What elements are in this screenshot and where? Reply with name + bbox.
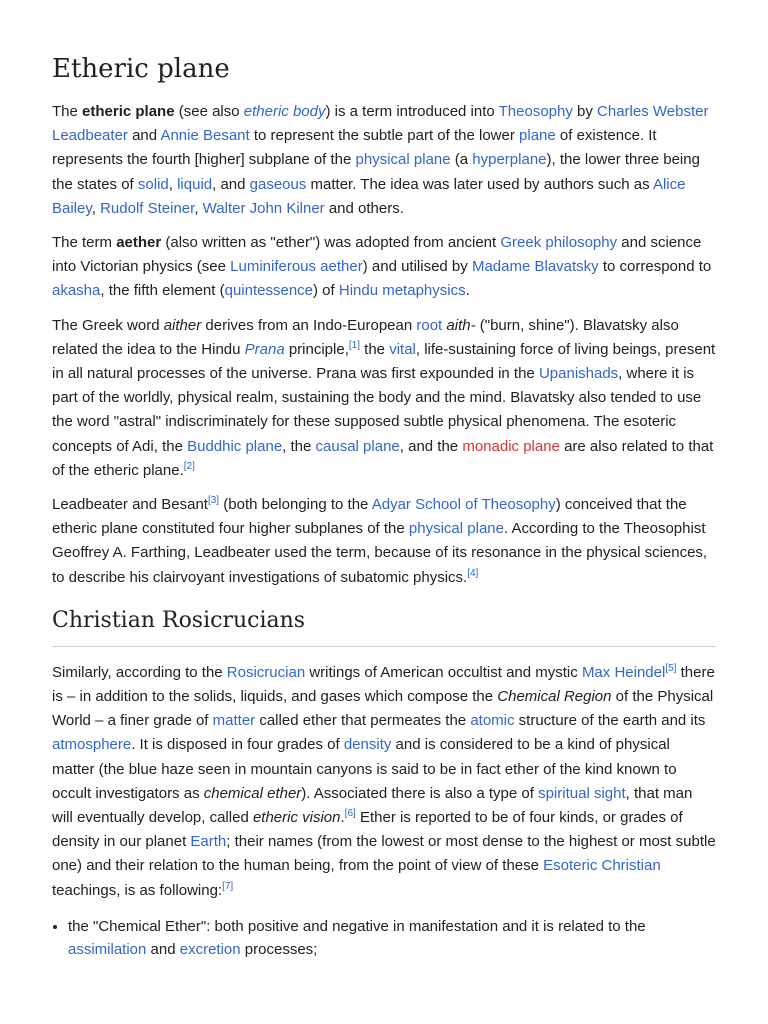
link-madame-blavatsky[interactable]: Madame Blavatsky <box>471 258 599 276</box>
paragraph-intro <box>52 100 716 221</box>
text-run: ) conceived that the etheric plane constituted four higher subplanes of the <box>52 496 687 538</box>
link-charles-webster-leadbeater[interactable]: Charles Webster Leadbeater <box>52 103 709 145</box>
paragraph-greek-word <box>52 314 716 483</box>
link-earth[interactable]: Earth <box>190 833 227 851</box>
italic-text: etheric vision <box>252 809 341 827</box>
section-heading-christian-rosicrucians: Christian Rosicrucians <box>52 606 716 647</box>
link-walter-john-kilner[interactable]: Walter John Kilner <box>202 199 325 217</box>
paragraph-leadbeater-besant <box>52 493 716 590</box>
text-run: and others. <box>324 199 404 217</box>
text-run: called ether that permeates the <box>255 712 471 730</box>
text-run: , <box>168 175 178 193</box>
link-upanishads[interactable]: Upanishads <box>538 365 619 383</box>
link-annie-besant[interactable]: Annie Besant <box>160 127 250 145</box>
ether-list <box>52 915 716 961</box>
text-run: writings of American occultist and mystic <box>305 663 582 681</box>
text-run: of the Physical World – a finer grade of <box>52 688 714 730</box>
text-run: . According to the Theosophist Geoffrey A. Farthing, Leadbeater used the term, because of its resonance in the physical sciences, to describe his clairvoyant investigations of subatomic physics. <box>52 520 708 586</box>
text-run: . <box>465 282 470 300</box>
link-monadic-plane[interactable]: monadic plane <box>462 437 560 455</box>
link-etheric-body[interactable]: etheric body <box>243 103 326 120</box>
link-density[interactable]: density <box>343 736 392 754</box>
text-run: processes; <box>240 940 318 958</box>
text-run: , and the <box>399 437 463 455</box>
link-luminiferous-aether[interactable]: Luminiferous aether <box>230 258 363 276</box>
italic-text: chemical ether <box>203 784 302 802</box>
text-run: The Greek word <box>52 316 164 334</box>
link-esoteric-christian[interactable]: Esoteric Christian <box>543 857 661 875</box>
italic-text: aither <box>163 316 202 334</box>
text-run: , <box>194 199 203 217</box>
text-run: , the <box>282 437 316 455</box>
text-run: ("burn, shine"). Blavatsky also related the idea to the Hindu <box>52 316 679 358</box>
text-run: ) is a term introduced into <box>325 103 499 120</box>
link-vital[interactable]: vital <box>389 340 416 358</box>
link-max-heindel[interactable]: Max Heindel <box>581 663 666 681</box>
link-alice-bailey[interactable]: Alice Bailey <box>52 175 686 217</box>
text-run: there is – in addition to the solids, liquids, and gases which compose the <box>52 663 715 706</box>
text-run: Leadbeater and Besant <box>52 496 208 514</box>
link-adyar-school-of-theosophy[interactable]: Adyar School of Theosophy <box>371 496 556 514</box>
text-run: (both belonging to the <box>219 496 372 514</box>
paragraph-rosicrucian <box>52 661 716 903</box>
citation-link[interactable]: [4] <box>467 567 479 579</box>
text-run: the "Chemical Ether": both positive and negative in manifestation and it is related to the <box>68 917 646 935</box>
text-run: and <box>127 127 161 145</box>
citation-link[interactable]: [5] <box>665 662 677 674</box>
text-run: to represent the subtle part of the lower <box>249 127 520 145</box>
link-root[interactable]: root <box>416 316 443 334</box>
link-matter[interactable]: matter <box>212 712 256 730</box>
link-hyperplane[interactable]: hyperplane <box>472 151 547 169</box>
bold-term: etheric plane <box>82 103 175 120</box>
paragraph-aether <box>52 231 716 304</box>
link-quintessence[interactable]: quintessence <box>224 282 314 300</box>
link-solid[interactable]: solid <box>137 175 169 193</box>
link-physical-plane[interactable]: physical plane <box>408 520 504 538</box>
citation-link[interactable]: [7] <box>222 880 234 892</box>
text-run: Ether is reported to be of four kinds, or grades of density in our planet <box>52 809 683 851</box>
link-liquid[interactable]: liquid <box>177 175 213 193</box>
link-rudolf-steiner[interactable]: Rudolf Steiner <box>100 199 195 217</box>
citation-link[interactable]: [2] <box>183 460 195 472</box>
text-run: and is considered to be a kind of physical matter (the blue haze seen in mountain canyons is said to be in fact ether of the kind known to occult investigators as <box>52 736 677 802</box>
text-run: by <box>572 103 598 120</box>
text-run: of existence. It represents the fourth [higher] subplane of the <box>52 127 657 169</box>
text-run: Similarly, according to the <box>52 663 227 681</box>
text-run: . It is disposed in four grades of <box>131 736 344 754</box>
link-causal-plane[interactable]: causal plane <box>315 437 400 455</box>
link-plane[interactable]: plane <box>519 127 556 145</box>
text-run: principle, <box>284 340 349 358</box>
citation-link[interactable]: [3] <box>207 495 220 507</box>
text-run: ) and utilised by <box>362 258 472 276</box>
text-run: , and <box>212 175 250 193</box>
italic-text: aith- <box>446 316 476 334</box>
text-run: , where it is part of the worldly, physical realm, sustaining the body and the mind. Blavatsky also tended to use the word "astral" indiscriminately for these supposed subtle physical phenomena. The esoteric concepts of Adi, the <box>52 365 702 455</box>
link-assimilation[interactable]: assimilation <box>68 940 147 958</box>
text-run: The term <box>52 234 117 252</box>
text-run: and science into Victorian physics (see <box>52 234 702 276</box>
link-excretion[interactable]: excretion <box>179 940 241 958</box>
text-run: derives from an Indo-European <box>201 316 417 334</box>
text-run: structure of the earth and its <box>514 712 706 730</box>
text-run: (also written as "ether") was adopted from ancient <box>161 234 501 252</box>
text-run: are also related to that of the etheric plane. <box>52 437 714 479</box>
bold-term: aether <box>116 234 162 252</box>
text-run: ) of <box>313 282 339 300</box>
link-atomic[interactable]: atomic <box>470 712 515 730</box>
link-theosophy[interactable]: Theosophy <box>498 103 573 120</box>
link-buddhic-plane[interactable]: Buddhic plane <box>187 437 283 455</box>
text-run: The <box>52 103 83 120</box>
link-akasha[interactable]: akasha <box>52 282 101 300</box>
citation-link[interactable]: [1] <box>348 339 360 351</box>
text-run: , life-sustaining force of living beings, present in all natural processes of the universe. Prana was first expounded in the <box>52 340 716 383</box>
text-run: (see also <box>174 103 244 120</box>
link-physical-plane[interactable]: physical plane <box>355 151 451 169</box>
text-run: ), the lower three being the states of <box>52 151 700 193</box>
text-run: to correspond to <box>598 258 712 276</box>
link-rosicrucian[interactable]: Rosicrucian <box>226 663 306 681</box>
text-run: and <box>146 940 180 958</box>
link-atmosphere[interactable]: atmosphere <box>52 736 132 754</box>
citation-link[interactable]: [6] <box>344 808 356 820</box>
link-hindu-metaphysics[interactable]: Hindu metaphysics <box>338 282 466 300</box>
text-run: (a <box>450 151 473 169</box>
text-run: teachings, is as following: <box>52 881 223 899</box>
text-run: matter. The idea was later used by authors such as <box>306 175 653 193</box>
text-run: , that man will eventually develop, called <box>52 784 693 827</box>
text-run: ; their names (from the lowest or most dense to the highest or most subtle one) and their relation to the human being, from the point of view of these <box>52 833 716 875</box>
link-greek-philosophy[interactable]: Greek philosophy <box>500 234 618 252</box>
list-item-chemical-ether <box>68 915 716 961</box>
text-run: ). Associated there is also a type of <box>301 784 539 802</box>
text-run: , <box>91 199 101 217</box>
link-gaseous[interactable]: gaseous <box>249 175 307 193</box>
link-spiritual-sight[interactable]: spiritual sight <box>538 784 626 802</box>
text-run: . <box>340 809 345 827</box>
italic-text: Chemical Region <box>497 688 612 706</box>
text-run: , the fifth element ( <box>100 282 225 300</box>
text-run: the <box>360 340 390 358</box>
link-prana[interactable]: Prana <box>244 340 285 358</box>
page-title: Etheric plane <box>52 54 230 84</box>
